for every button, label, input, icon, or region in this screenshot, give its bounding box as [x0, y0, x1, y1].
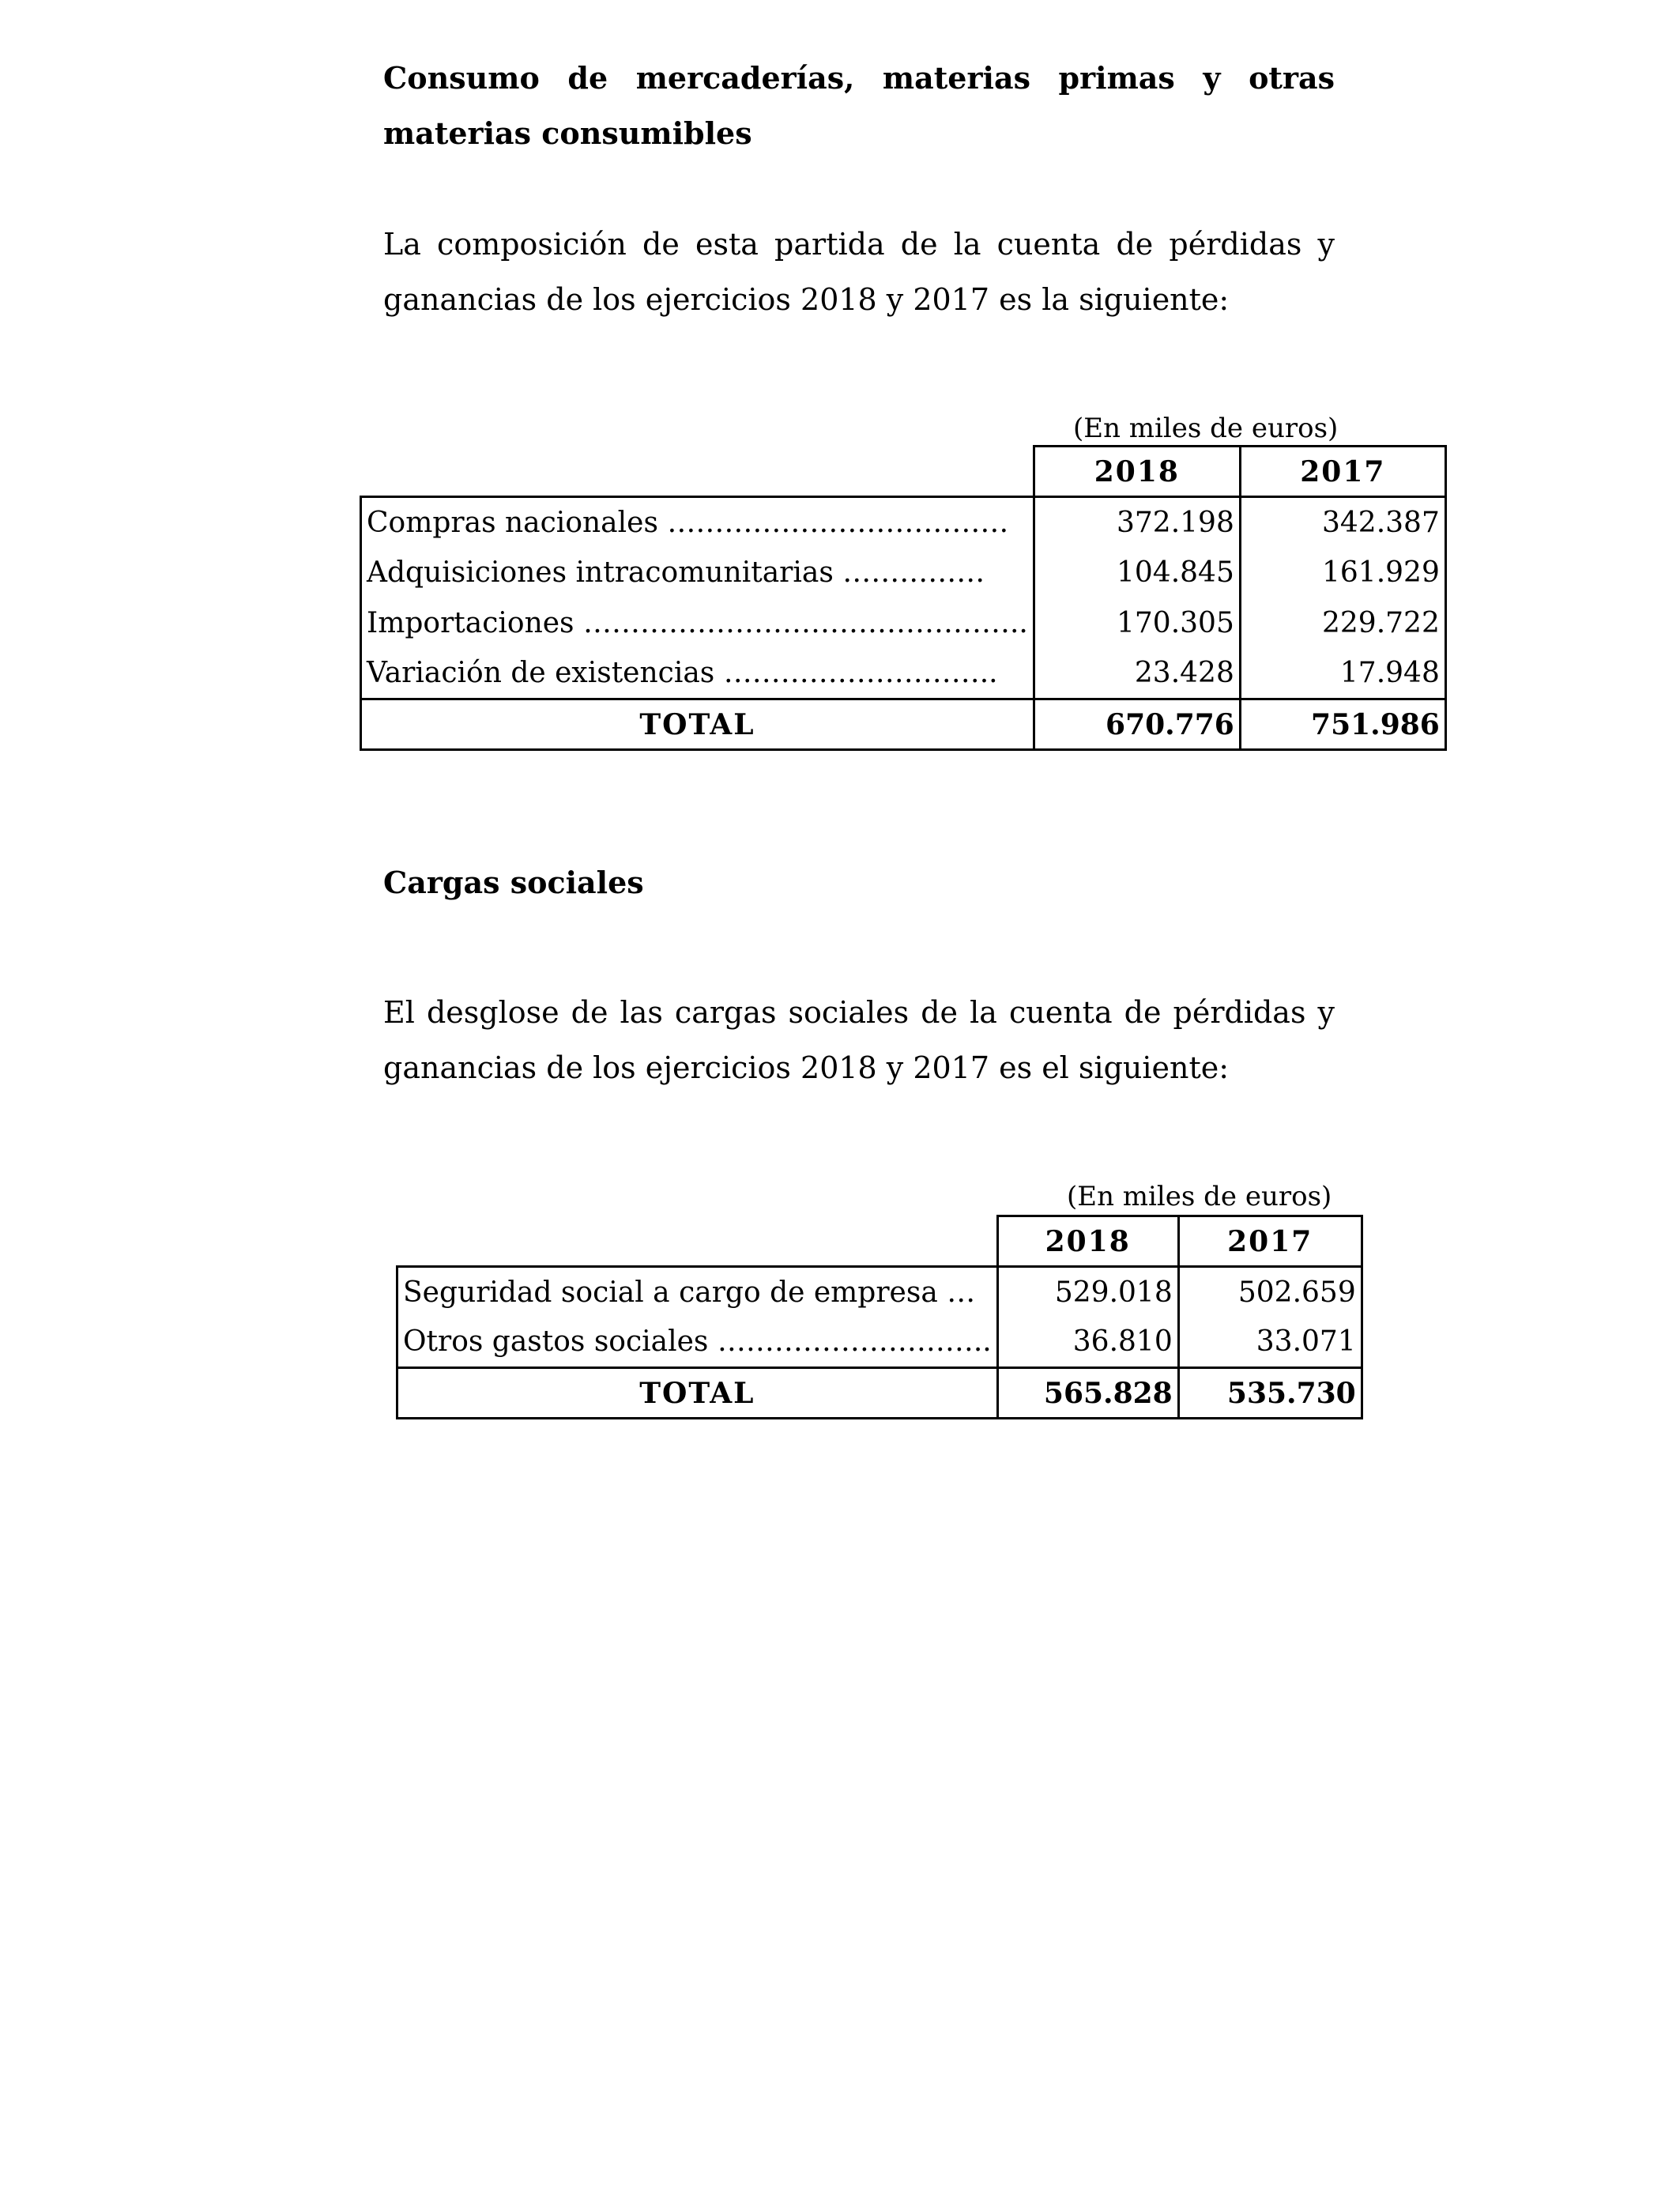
total-row [397, 1368, 1362, 1419]
table-header-row [397, 1216, 1362, 1267]
value-2018: 104.845 [1034, 548, 1240, 598]
table-header-row [361, 447, 1446, 497]
value-2017: 33.071 [1178, 1318, 1362, 1368]
header-year-2018: 2018 [997, 1216, 1178, 1267]
header-year-2018: 2018 [1034, 447, 1240, 497]
header-year-2017: 2017 [1178, 1216, 1362, 1267]
row-label: Variación de existencias ……………………….. [361, 649, 1034, 699]
header-blank [397, 1216, 998, 1267]
total-2017: 535.730 [1178, 1368, 1362, 1419]
table-row [397, 1318, 1362, 1368]
total-2018: 565.828 [997, 1368, 1178, 1419]
value-2017: 342.387 [1240, 497, 1445, 548]
total-row [361, 699, 1446, 750]
value-2018: 372.198 [1034, 497, 1240, 548]
value-2017: 17.948 [1240, 649, 1445, 699]
header-blank [361, 447, 1034, 497]
value-2017: 502.659 [1178, 1267, 1362, 1318]
value-2018: 529.018 [997, 1267, 1178, 1318]
unit-note-consumo: (En miles de euros) [1073, 413, 1339, 444]
row-label: Importaciones ……………………………………….. [361, 598, 1034, 649]
table-row [361, 649, 1446, 699]
total-2017: 751.986 [1240, 699, 1445, 750]
table-row [361, 548, 1446, 598]
header-year-2017: 2017 [1240, 447, 1445, 497]
value-2018: 170.305 [1034, 598, 1240, 649]
section-cargas-paragraph: El desglose de las cargas sociales de la cuenta de pérdidas y ganancias de los ejercicios 2018 y 2017 es el siguiente: [383, 995, 1335, 1085]
table-row [397, 1267, 1362, 1318]
table-row [361, 497, 1446, 548]
total-label: TOTAL [397, 1368, 998, 1419]
value-2018: 23.428 [1034, 649, 1240, 699]
unit-note-cargas: (En miles de euros) [1067, 1181, 1332, 1212]
value-2017: 229.722 [1240, 598, 1445, 649]
value-2017: 161.929 [1240, 548, 1445, 598]
section-consumo-heading: Consumo de mercaderías, materias primas y otras materias consumibles [383, 60, 1335, 151]
row-label: Compras nacionales ……………………………… [361, 497, 1034, 548]
total-2018: 670.776 [1034, 699, 1240, 750]
table-cargas [396, 1215, 1363, 1419]
row-label: Otros gastos sociales ……………………….. [397, 1318, 998, 1368]
table-consumo [360, 445, 1447, 751]
section-cargas-heading: Cargas sociales [383, 865, 644, 900]
value-2018: 36.810 [997, 1318, 1178, 1368]
row-label: Adquisiciones intracomunitarias …………… [361, 548, 1034, 598]
section-consumo-paragraph: La composición de esta partida de la cuenta de pérdidas y ganancias de los ejercicios 2018 y 2017 es la siguiente: [383, 227, 1335, 317]
table-row [361, 598, 1446, 649]
row-label: Seguridad social a cargo de empresa … [397, 1267, 998, 1318]
total-label: TOTAL [361, 699, 1034, 750]
